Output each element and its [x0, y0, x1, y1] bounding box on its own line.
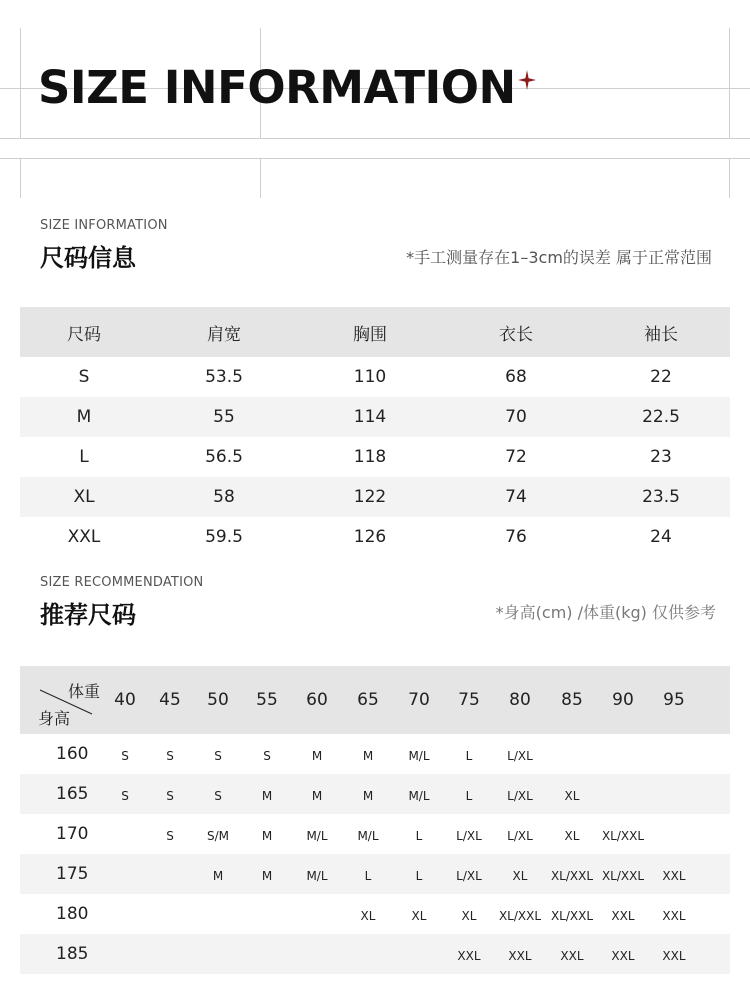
banner-title: SIZE INFORMATION [38, 61, 516, 114]
size-cell: M [261, 789, 273, 803]
size-cell: XXL [662, 909, 686, 923]
size-cell: L/XL [507, 789, 533, 803]
table-row [20, 734, 730, 774]
header-cell-shoulder: 肩宽 [207, 324, 241, 345]
grid-line [20, 28, 21, 138]
size-cell: XL [461, 909, 477, 923]
size-info-en-label: SIZE INFORMATION [40, 218, 168, 233]
recommendation-en-label: SIZE RECOMMENDATION [40, 575, 204, 590]
header-cell-size: 尺码 [67, 324, 101, 345]
table-cell: 55 [213, 407, 235, 427]
size-cell: XXL [662, 949, 686, 963]
weight-header-60: 60 [306, 690, 328, 710]
size-cell: L/XL [507, 829, 533, 843]
size-cell: S [121, 789, 129, 803]
size-table-header [20, 307, 730, 357]
weight-header-55: 55 [256, 690, 278, 710]
table-cell: M [76, 407, 92, 427]
grid-line [260, 158, 261, 198]
size-cell: L [465, 789, 473, 803]
size-table [20, 307, 730, 557]
size-cell: XL/XXL [601, 869, 645, 883]
size-cell: M/L [357, 829, 379, 843]
weight-header-85: 85 [561, 690, 583, 710]
table-cell: S [78, 367, 90, 387]
weight-header-45: 45 [159, 690, 181, 710]
table-row [20, 814, 730, 854]
table-row [20, 477, 730, 517]
table-cell: L [79, 447, 89, 467]
header-cell-chest: 胸围 [353, 324, 387, 345]
table-cell: XXL [67, 527, 101, 547]
weight-header-95: 95 [663, 690, 685, 710]
size-cell: XXL [508, 949, 532, 963]
size-cell: XXL [662, 869, 686, 883]
size-cell: XL/XXL [550, 869, 594, 883]
weight-header-70: 70 [408, 690, 430, 710]
height-cell: 175 [56, 864, 89, 884]
size-cell: XXL [611, 949, 635, 963]
grid-line [729, 158, 730, 198]
size-cell: XL [564, 829, 580, 843]
table-cell: XL [73, 487, 95, 507]
height-cell: 170 [56, 824, 89, 844]
corner-height-label: 身高 [38, 709, 71, 728]
recommendation-note: *身高(cm) /体重(kg) 仅供参考 [495, 603, 716, 622]
size-cell: M [261, 869, 273, 883]
table-cell: 126 [353, 527, 387, 547]
size-cell: M [362, 749, 374, 763]
size-cell: M/L [306, 869, 328, 883]
table-cell: 22 [650, 367, 672, 387]
table-cell: 74 [505, 487, 527, 507]
height-cell: 165 [56, 784, 89, 804]
table-row [20, 437, 730, 477]
height-cell: 160 [56, 744, 89, 764]
weight-header-80: 80 [509, 690, 531, 710]
size-cell: M [362, 789, 374, 803]
table-cell: 114 [353, 407, 387, 427]
table-row [20, 517, 730, 557]
size-info-title: 尺码信息 [40, 244, 136, 272]
size-cell: S [214, 749, 222, 763]
recommendation-table-body [20, 734, 730, 974]
table-cell: 118 [353, 447, 387, 467]
table-cell: 72 [505, 447, 527, 467]
header-cell-sleeve: 袖长 [644, 324, 678, 345]
recommendation-table-header [20, 666, 730, 734]
table-cell: 122 [353, 487, 387, 507]
weight-header-90: 90 [612, 690, 634, 710]
grid-line [20, 158, 21, 198]
size-cell: XL/XXL [601, 829, 645, 843]
size-cell: XL [360, 909, 376, 923]
size-cell: XL/XXL [498, 909, 542, 923]
size-cell: L/XL [456, 869, 482, 883]
size-cell: S [214, 789, 222, 803]
weight-header-40: 40 [114, 690, 136, 710]
size-cell: M [212, 869, 224, 883]
table-cell: 24 [650, 527, 672, 547]
grid-line [0, 138, 750, 139]
size-cell: L [415, 829, 423, 843]
table-cell: 23 [650, 447, 672, 467]
header-banner [0, 0, 750, 200]
size-cell: M [311, 789, 323, 803]
table-cell: 23.5 [642, 487, 680, 507]
size-cell: XL [564, 789, 580, 803]
table-cell: 56.5 [205, 447, 243, 467]
size-cell: M [311, 749, 323, 763]
height-cell: 180 [56, 904, 89, 924]
size-cell: XXL [457, 949, 481, 963]
table-cell: 59.5 [205, 527, 243, 547]
recommendation-table [20, 666, 730, 974]
table-cell: 53.5 [205, 367, 243, 387]
size-cell: XL [411, 909, 427, 923]
table-cell: 58 [213, 487, 235, 507]
size-cell: XL/XXL [550, 909, 594, 923]
table-row [20, 397, 730, 437]
corner-weight-label: 体重 [68, 682, 101, 701]
table-cell: 70 [505, 407, 527, 427]
size-cell: S/M [206, 829, 229, 843]
table-row [20, 774, 730, 814]
grid-line [729, 28, 730, 138]
recommendation-title: 推荐尺码 [40, 601, 136, 629]
height-cell: 185 [56, 944, 89, 964]
weight-header-75: 75 [458, 690, 480, 710]
size-info-note: *手工测量存在1–3cm的误差 属于正常范围 [406, 248, 712, 267]
table-cell: 68 [505, 367, 527, 387]
size-cell: XXL [560, 949, 584, 963]
grid-line [0, 158, 750, 159]
size-cell: S [166, 749, 174, 763]
weight-header-50: 50 [207, 690, 229, 710]
size-cell: L [465, 749, 473, 763]
size-cell: M [261, 829, 273, 843]
table-cell: 22.5 [642, 407, 680, 427]
size-cell: L [415, 869, 423, 883]
size-cell: S [166, 789, 174, 803]
table-row [20, 854, 730, 894]
table-cell: 76 [505, 527, 527, 547]
table-cell: 110 [353, 367, 387, 387]
weight-header-65: 65 [357, 690, 379, 710]
size-cell: L [364, 869, 372, 883]
size-cell: L/XL [456, 829, 482, 843]
size-cell: M/L [408, 749, 430, 763]
sparkle-icon [518, 70, 536, 90]
size-cell: S [263, 749, 271, 763]
table-row [20, 894, 730, 934]
size-cell: XXL [611, 909, 635, 923]
table-row [20, 357, 730, 397]
table-row [20, 934, 730, 974]
size-cell: XL [512, 869, 528, 883]
size-cell: L/XL [507, 749, 533, 763]
size-cell: S [121, 749, 129, 763]
size-cell: M/L [408, 789, 430, 803]
size-cell: S [166, 829, 174, 843]
size-cell: M/L [306, 829, 328, 843]
header-cell-length: 衣长 [499, 324, 533, 345]
